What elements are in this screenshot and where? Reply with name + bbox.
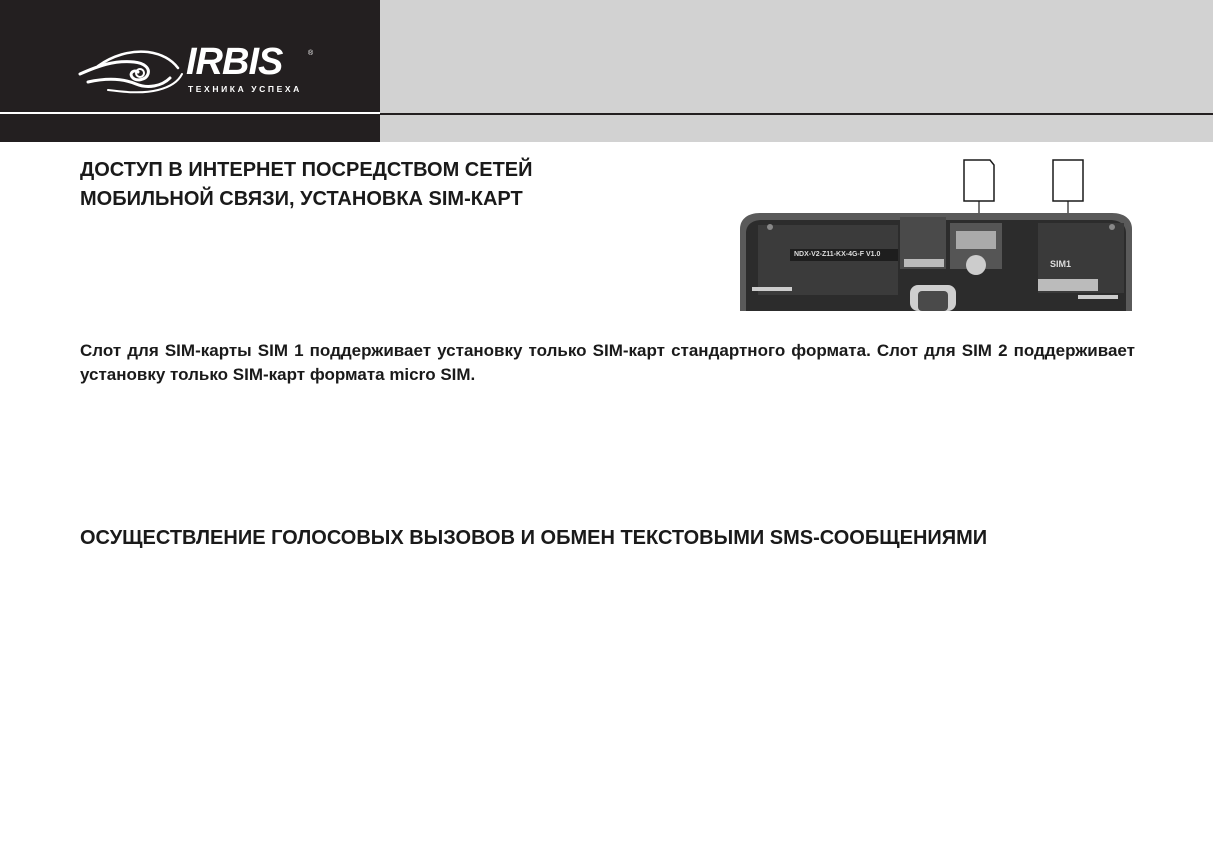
sim2-card-icon xyxy=(1053,160,1083,201)
header-divider-light xyxy=(0,112,380,114)
header-divider-dark xyxy=(380,113,1213,115)
brand-tagline: ТЕХНИКА УСПЕХА xyxy=(188,84,302,94)
brand-wordmark: IRBIS xyxy=(186,41,283,83)
sim-slots-description: Слот для SIM-карты SIM 1 поддерживает установку только SIM-карт стандартного формата. Слот для SIM 2 поддерживает установку только SIM-карт формата micro SIM. xyxy=(80,341,1135,384)
header-gray-panel xyxy=(380,0,1213,142)
section-title-calls-sms: ОСУЩЕСТВЛЕНИЕ ГОЛОСОВЫХ ВЫЗОВОВ И ОБМЕН ТЕКСТОВЫМИ SMS-СООБЩЕНИЯМИ xyxy=(80,527,988,549)
board-label: NDX-V2-Z11-KX-4G-F V1.0 xyxy=(794,251,881,258)
sim-slots-photo xyxy=(738,155,1134,311)
sim1-slot-label: SIM1 xyxy=(1050,259,1072,269)
header-brand-panel xyxy=(0,0,380,142)
title-line-2: МОБИЛЬНОЙ СВЯЗИ, УСТАНОВКА SIM-КАРТ xyxy=(80,188,523,210)
sim1-card-icon xyxy=(964,160,994,201)
trademark-mark: ® xyxy=(308,50,314,57)
phone-board-illustration xyxy=(738,155,1134,311)
tribal-flourish-icon xyxy=(78,44,188,96)
irbis-logo xyxy=(78,42,318,98)
section-title-sim xyxy=(80,156,640,214)
title-line-1: ДОСТУП В ИНТЕРНЕТ ПОСРЕДСТВОМ СЕТЕЙ xyxy=(80,159,533,181)
